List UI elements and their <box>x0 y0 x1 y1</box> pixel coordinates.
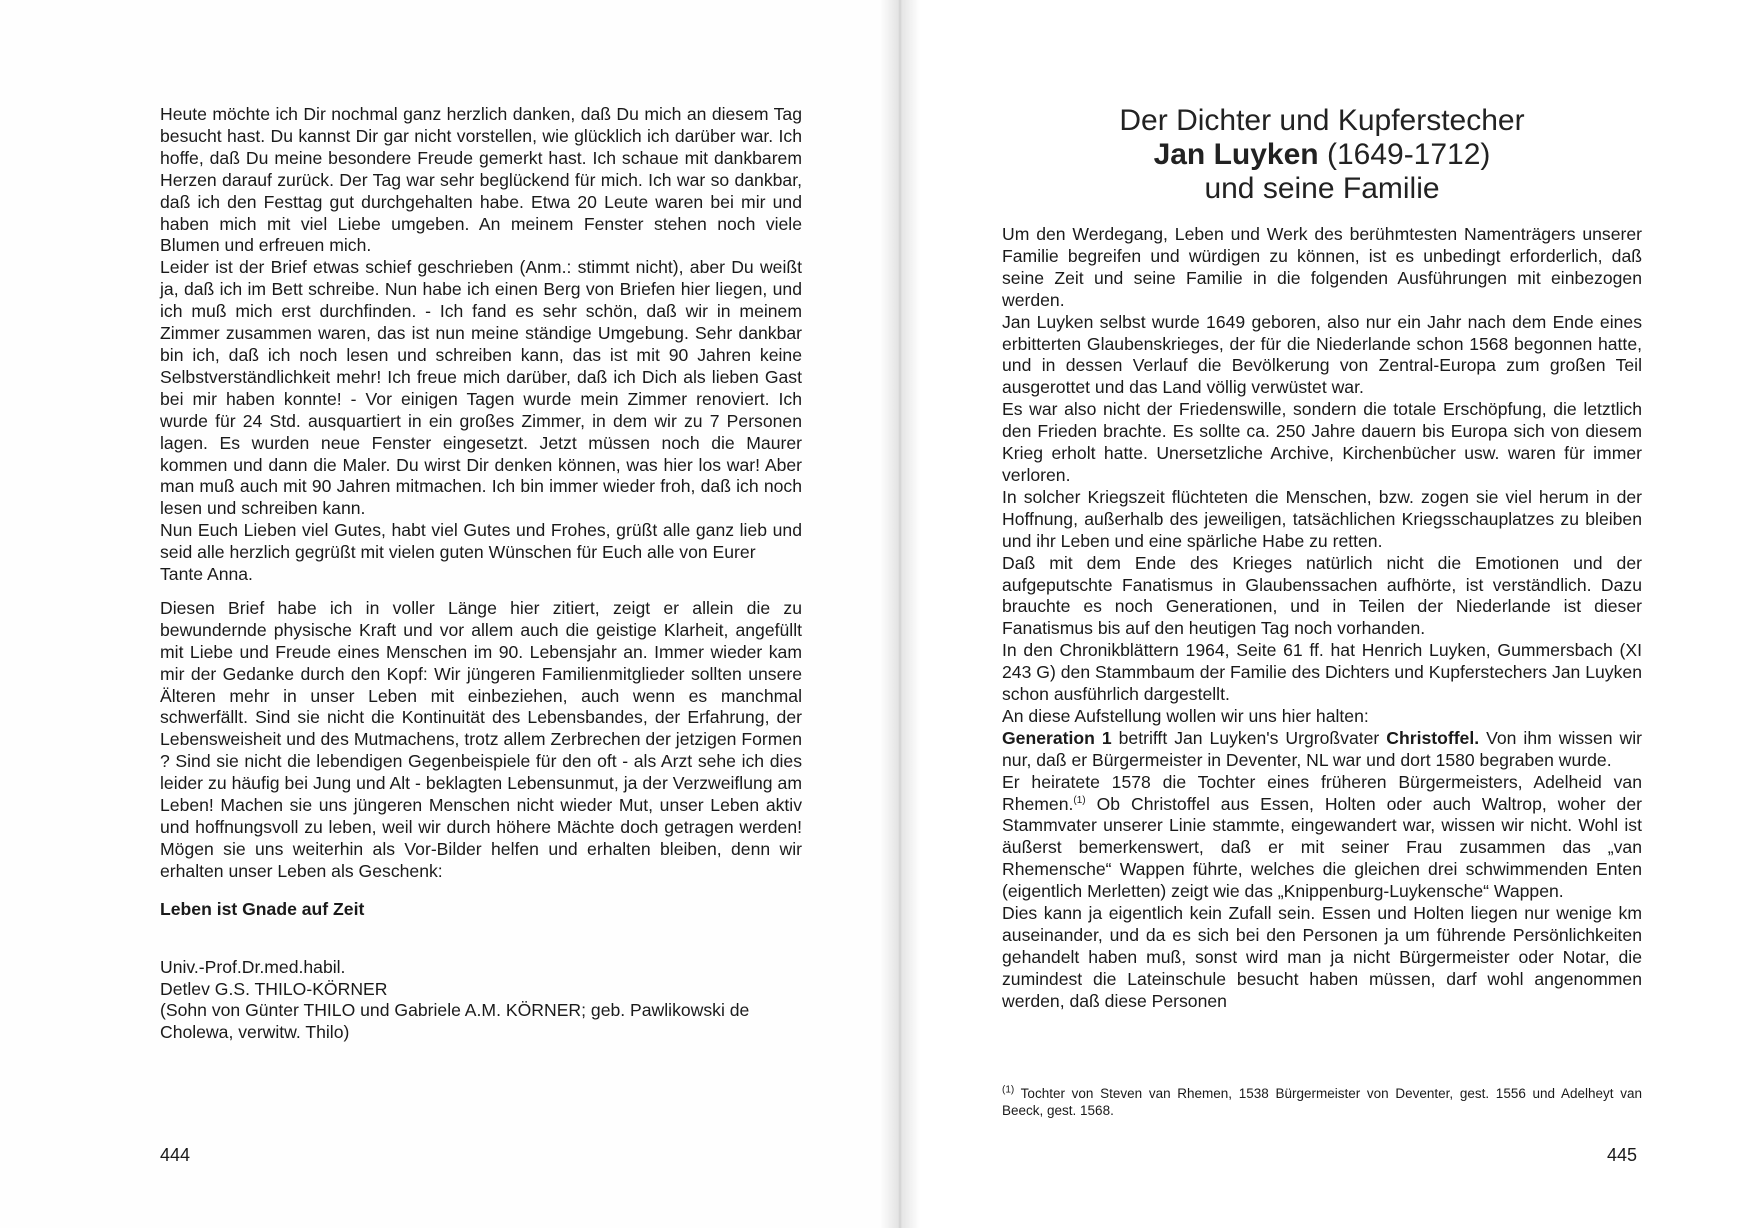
signature-parentage: (Sohn von Günter THILO und Gabriele A.M. KÖRNER; geb. Pawlikowski de Cholewa, verwitw. Thilo) <box>160 1000 750 1043</box>
footnote-text: Tochter von Steven van Rhemen, 1538 Bürgermeister von Deventer, gest. 1556 und Adelheyt van Beeck, gest. 1568. <box>1002 1086 1642 1118</box>
chapter-title <box>1002 104 1642 206</box>
body-paragraph: Um den Werdegang, Leben und Werk des berühmtesten Namenträgers unserer Familie begreifen und würdigen zu können, ist es unbedingt erforderlich, daß seine Zeit und seine Familie in die folgenden Ausführungen mit einbezogen werden. <box>1002 224 1642 310</box>
marriage-text: Er heiratete 1578 die Tochter eines früheren Bürgermeisters, Adelheid van Rhemen. <box>1002 771 1642 814</box>
generation-paragraph <box>1002 728 1642 772</box>
body-paragraph: Es war also nicht der Friedenswille, sondern die totale Erschöpfung, die letztlich den Frieden brachte. Es sollte ca. 250 Jahre dauern bis Europa sich von diesem Krieg erholt hatte. Unersetzliche Archive, Kirchenbücher usw. waren für immer verloren. <box>1002 399 1642 485</box>
body-paragraph: An diese Aufstellung wollen wir uns hier halten: <box>1002 705 1369 726</box>
body-paragraph: In den Chronikblättern 1964, Seite 61 ff. hat Henrich Luyken, Gummersbach (XI 243 G) den Stammbaum der Familie des Dichters und Kupferstechers Jan Luyken schon ausführlich dargestellt. <box>1002 640 1642 705</box>
body-paragraph: Daß mit dem Ende des Krieges natürlich nicht die Emotionen und der aufgeputschte Fanatismus in Glaubenssachen aufhörte, ist verständlich. Dazu brauchte es noch Generationen, und in Teilen der Niederlande ist dieser Fanatismus bis auf den heutigen Tag noch vorhanden. <box>1002 552 1642 639</box>
chapter-text-block <box>1002 224 1642 1013</box>
letter-paragraph: Leider ist der Brief etwas schief geschrieben (Anm.: stimmt nicht), aber Du weißt ja, daß ich im Bett schreibe. Nun habe ich einen Berg von Briefen hier liegen, und ich muß mich erst durchfinden. - Ich fand es sehr schön, daß wir in meinem Zimmer zusammen waren, das ist nun meine ständige Umgebung. Sehr dankbar bin ich, daß ich noch lesen und schreiben kann, das ist mit 90 Jahren keine Selbstverständlichkeit mehr! Ich freue mich darüber, daß ich Dich als lieben Gast bei mir haben konnte! - Vor einigen Tagen wurde mein Zimmer renoviert. Ich wurde für 24 Std. ausquartiert in ein großes Zimmer, in dem wir zu 7 Personen lagen. Es wurden neue Fenster eingesetzt. Jetzt müssen noch die Maurer kommen und dann die Maler. Du wirst Dir denken können, was hier los war! Aber man muß auch mit 90 Jahren mitmachen. Ich bin immer wieder froh, daß ich noch lesen und schreiben kann. <box>160 257 802 519</box>
generation-text: betrifft Jan Luyken's Urgroßvater <box>1111 727 1387 748</box>
title-line-2 <box>1002 138 1642 172</box>
commentary-paragraph: Diesen Brief habe ich in voller Länge hier zitiert, zeigt er allein die zu bewundernde physische Kraft und vor allem auch die geistige Klarheit, angefüllt mit Liebe und Freude eines Menschen im 90. Lebensjahr an. Immer wieder kam mir der Gedanke durch den Kopf: Wir jüngeren Familienmitglieder sollten unsere Älteren mehr in unser Leben mit einbeziehen, auch wenn es manchmal schwerfällt. Sind sie nicht die Kontinuität des Lebensbandes, der Erfahrung, der Lebensweisheit und des Mutmachens, trotz allem Zerbrechen der jetzigen Formen ? Sind sie nicht die lebendigen Gegenbeispiele für den oft - als Arzt sehe ich dies leider zu häufig bei Jung und Alt - beklagten Lebensunmut, ja der Verzweiflung am Leben! Machen sie uns jüngeren Menschen nicht wieder Mut, unser Leben aktiv und hoffnungsvoll zu leben, weil wir durch höhere Mächte doch getragen werden! Mögen sie uns weiterhin als Vor-Bilder helfen und erhalten bleiben, denn wir erhalten unser Leben als Geschenk: <box>160 597 802 881</box>
letter-signoff: Tante Anna. <box>160 564 253 585</box>
generation-label: Generation 1 <box>1002 727 1112 748</box>
title-years: (1649-1712) <box>1318 138 1491 171</box>
page-number-left: 444 <box>160 1145 191 1165</box>
page-number-right: 445 <box>1607 1145 1638 1165</box>
footnote <box>1002 1085 1642 1119</box>
closing-quote: Leben ist Gnade auf Zeit <box>160 898 365 919</box>
letter-paragraph: Heute möchte ich Dir nochmal ganz herzlich danken, daß Du mich an diesem Tag besucht hast. Du kannst Dir gar nicht vorstellen, wie glücklich ich darüber war. Ich hoffe, daß Du meine besondere Freude gemerkt hast. Ich schaue mit dankbarem Herzen darauf zurück. Der Tag war sehr beglückend für mich. Ich war so dankbar, daß ich den Festtag gut durchgehalten habe. Etwa 20 Leute waren bei mir und haben mich mit viel Liebe umgeben. An meinem Fenster stehen noch viele Blumen und erfreuen mich. <box>160 104 802 256</box>
body-paragraph: In solcher Kriegszeit flüchteten die Menschen, bzw. zogen sie viel herum in der Hoffnung, außerhalb des jeweiligen, tatsächlichen Kriegsschauplatzes zu bleiben und ihr Leben und eine spärliche Habe zu retten. <box>1002 486 1642 551</box>
marriage-paragraph <box>1002 772 1642 903</box>
title-line-3: und seine Familie <box>1204 172 1440 205</box>
signature-name: Detlev G.S. THILO-KÖRNER <box>160 978 388 999</box>
body-paragraph: Jan Luyken selbst wurde 1649 geboren, also nur ein Jahr nach dem Ende eines erbitterten Glaubenskrieges, der für die Niederlande schon 1568 begonnen hatte, und in dessen Verlauf die Bevölkerung von Zentral-Europa zum großen Teil ausgerottet und das Land völlig verwüstet war. <box>1002 311 1642 398</box>
footnote-reference: (1) <box>1073 794 1086 806</box>
generation-text-after: Von ihm wissen wir nur, daß er Bürgermeister in Deventer, NL war und dort 1580 begraben wurde. <box>1002 727 1642 770</box>
footnote-marker: (1) <box>1002 1084 1015 1096</box>
letter-paragraph: Nun Euch Lieben viel Gutes, habt viel Gutes und Frohes, grüßt alle ganz lieb und seid alle herzlich gegrüßt mit vielen guten Wünschen für Euch alle von Eurer <box>160 520 802 563</box>
title-line-1: Der Dichter und Kupferstecher <box>1119 104 1525 137</box>
body-paragraph: Dies kann ja eigentlich kein Zufall sein. Essen und Holten liegen nur wenige km auseinander, und da es sich bei den Personen ja um führende Persönlichkeiten gehandelt haben muß, sonst wird man ja nicht Bürgermeister oder Notar, die zumindest die Lateinschule besucht haben müssen, darf wohl angenommen werden, daß diese Personen <box>1002 903 1642 1011</box>
ancestor-name: Christoffel. <box>1386 727 1480 748</box>
letter-text-block <box>160 104 802 1044</box>
signature-title: Univ.-Prof.Dr.med.habil. <box>160 956 346 977</box>
book-gutter-shadow <box>880 0 920 1228</box>
author-signature <box>160 957 802 1045</box>
title-name: Jan Luyken <box>1153 138 1319 171</box>
marriage-text-after: Ob Christoffel aus Essen, Holten oder auch Waltrop, woher der Stammvater unserer Linie stammte, eingewandert war, wissen wir nicht. Wohl ist äußerst bemerkenswert, daß er mit seiner Frau zusammen das „van Rhemensche“ Wappen führte, welches die gleichen drei schwimmenden Enten (eigentlich Merletten) zeigt wie das „Knippenburg-Luykensche“ Wappen. <box>1002 793 1642 902</box>
